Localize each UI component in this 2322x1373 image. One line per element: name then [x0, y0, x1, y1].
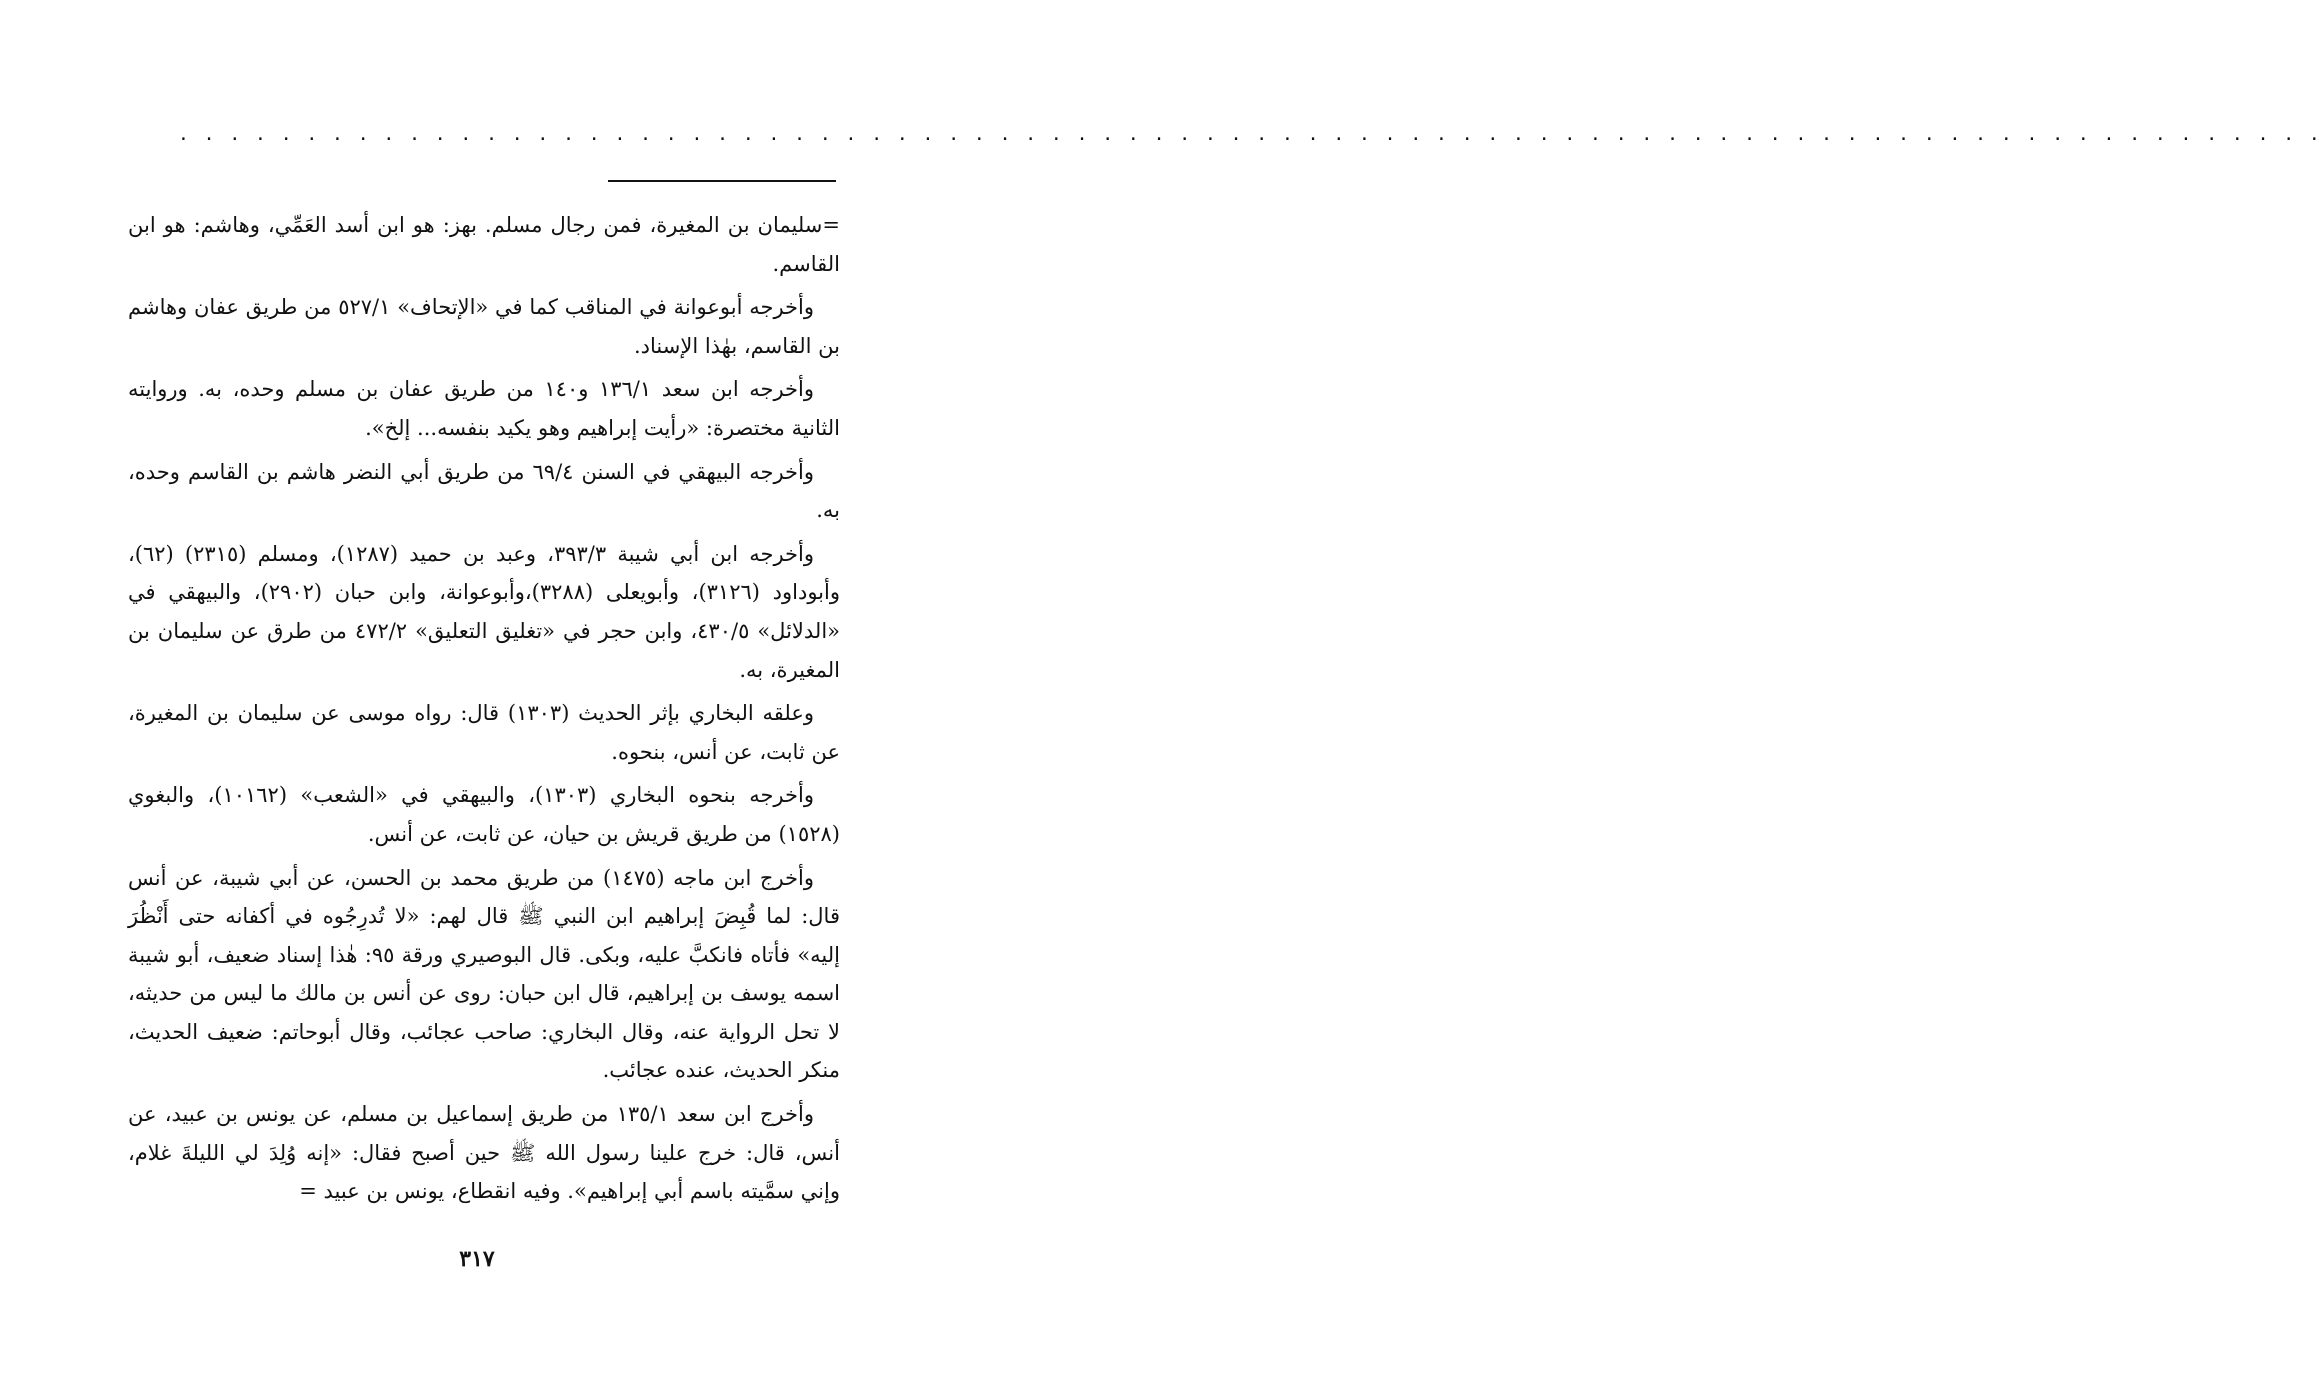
footnotes-block — [128, 206, 840, 1216]
page-number: ٣١٧ — [459, 1246, 495, 1272]
footnote-paragraph: وأخرجه ابن أبي شيبة ٣٩٣/٣، وعبد بن حميد (١٢٨٧)، ومسلم (٢٣١٥) (٦٢)، وأبوداود (٣١٢٦)، وأبويعلى (٣٢٨٨)،وأبوعوانة، وابن حبان (٢٩٠٢)، والبيهقي في «الدلائل» ٤٣٠/٥، وابن حجر في «تغليق التعليق» ٤٧٢/٢ من طرق عن سليمان بن المغيرة، به. — [128, 541, 841, 682]
footnote-paragraph: وأخرج ابن ماجه (١٤٧٥) من طريق محمد بن الحسن، عن أبي شيبة، عن أنس قال: لما قُبِضَ إبراهيم ابن النبي ﷺ قال لهم: «لا تُدرِجُوه في أكفانه حتى أَنْظُرَ إليه» فأتاه فانكبَّ عليه، وبكى. قال البوصيري ورقة ٩٥: هٰذا إسناد ضعيف، أبو شيبة اسمه يوسف بن إبراهيم، قال ابن حبان: روى عن أنس بن مالك ما ليس من حديثه، لا تحل الرواية عنه، وقال البخاري: صاحب عجائب، وقال أبوحاتم: ضعيف الحديث، منكر الحديث، عنده عجائب. — [128, 865, 840, 1083]
footnote-paragraph: =سليمان بن المغيرة، فمن رجال مسلم. بهز: هو ابن أسد العَمِّي، وهاشم: هو ابن القاسم. — [128, 213, 840, 276]
footnote-rule — [608, 180, 836, 182]
footnote-paragraph: وعلقه البخاري بإثر الحديث (١٣٠٣) قال: رواه موسى عن سليمان بن المغيرة، عن ثابت، عن أنس، بنحوه. — [128, 701, 840, 764]
footnote-paragraph: وأخرجه البيهقي في السنن ٦٩/٤ من طريق أبي النضر هاشم بن القاسم وحده، به. — [128, 459, 840, 523]
footnote-paragraph: وأخرجه ابن سعد ١٣٦/١ و١٤٠ من طريق عفان بن مسلم وحده، به. وروايته الثانية مختصرة: «رأيت إبراهيم وهو يكيد بنفسه... إلخ». — [128, 377, 840, 440]
footnote-paragraph: وأخرجه بنحوه البخاري (١٣٠٣)، والبيهقي في «الشعب» (١٠١٦٢)، والبغوي (١٥٢٨) من طريق قريش بن حيان، عن ثابت، عن أنس. — [128, 783, 840, 846]
separator-dots: . . . . . . . . . . . . . . . . . . . . . . . . . . . . . . . . . . . . . . . . . . . . . . . . . . . . . . . . . . . . . . . . . . . . . . . . . . . . . . . . . . . . — [178, 124, 2322, 145]
footnote-paragraph: وأخرجه أبوعوانة في المناقب كما في «الإتحاف» ٥٢٧/١ من طريق عفان وهاشم بن القاسم، بهٰذا الإسناد. — [128, 295, 840, 358]
footnote-paragraph: وأخرج ابن سعد ١٣٥/١ من طريق إسماعيل بن مسلم، عن يونس بن عبيد، عن أنس، قال: خرج علينا رسول الله ﷺ حين أصبح فقال: «إنه وُلِدَ لي الليلةَ غلام، وإني سمَّيته باسم أبي إبراهيم». وفيه انقطاع، يونس بن عبيد = — [128, 1102, 840, 1204]
